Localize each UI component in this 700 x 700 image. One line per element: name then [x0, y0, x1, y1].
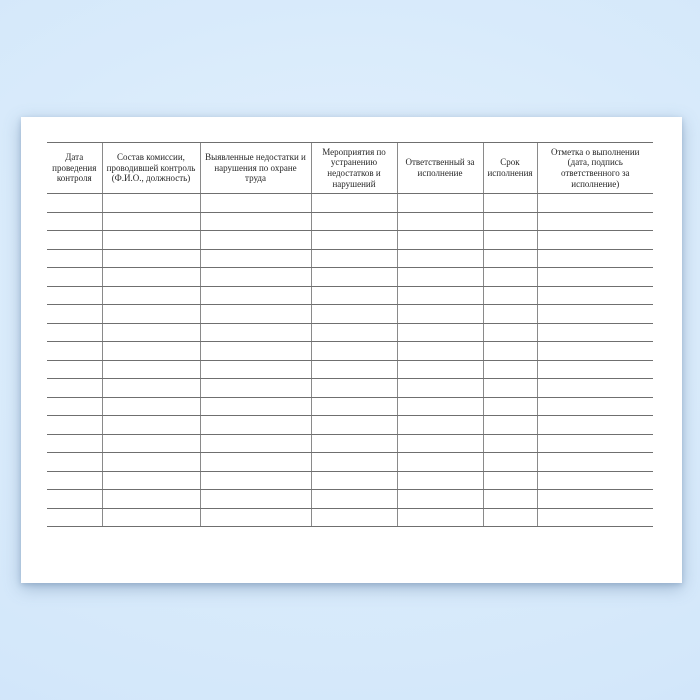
table-cell	[483, 434, 537, 453]
table-cell	[311, 379, 397, 398]
table-cell	[397, 194, 483, 213]
table-cell	[483, 342, 537, 361]
table-cell	[200, 249, 311, 268]
table-cell	[311, 268, 397, 287]
table-cell	[311, 342, 397, 361]
table-cell	[102, 342, 200, 361]
table-cell	[102, 471, 200, 490]
table-cell	[397, 268, 483, 287]
table-cell	[102, 212, 200, 231]
table-cell	[311, 471, 397, 490]
table-row	[47, 490, 653, 509]
table-cell	[200, 268, 311, 287]
table-cell	[102, 194, 200, 213]
table-row	[47, 471, 653, 490]
table-cell	[397, 416, 483, 435]
table-cell	[537, 249, 653, 268]
table-row	[47, 342, 653, 361]
table-cell	[311, 434, 397, 453]
table-cell	[311, 508, 397, 527]
table-row	[47, 379, 653, 398]
table-cell	[47, 434, 102, 453]
table-cell	[311, 453, 397, 472]
table-cell	[537, 360, 653, 379]
table-cell	[397, 434, 483, 453]
column-header: Дата проведения контроля	[47, 143, 102, 194]
table-cell	[397, 249, 483, 268]
table-cell	[200, 379, 311, 398]
table-row	[47, 305, 653, 324]
table-cell	[397, 490, 483, 509]
table-cell	[47, 342, 102, 361]
table-row	[47, 416, 653, 435]
table-row	[47, 453, 653, 472]
table-cell	[537, 453, 653, 472]
table-cell	[200, 397, 311, 416]
table-cell	[483, 249, 537, 268]
table-cell	[200, 471, 311, 490]
column-header: Отметка о выполнении (дата, подпись ответственного за исполнение)	[537, 143, 653, 194]
table-cell	[537, 397, 653, 416]
table-body	[47, 194, 653, 527]
table-cell	[102, 416, 200, 435]
table-cell	[311, 305, 397, 324]
table-cell	[200, 305, 311, 324]
table-cell	[311, 286, 397, 305]
table-cell	[483, 416, 537, 435]
table-cell	[102, 249, 200, 268]
table-cell	[311, 360, 397, 379]
table-cell	[483, 397, 537, 416]
table-cell	[47, 416, 102, 435]
table-cell	[47, 397, 102, 416]
table-cell	[311, 323, 397, 342]
table-row	[47, 397, 653, 416]
table-cell	[537, 434, 653, 453]
control-journal-table	[47, 142, 653, 527]
table-cell	[483, 379, 537, 398]
table-cell	[200, 231, 311, 250]
table-cell	[47, 249, 102, 268]
table-cell	[200, 508, 311, 527]
table-row	[47, 286, 653, 305]
table-row	[47, 231, 653, 250]
column-header: Срок исполнения	[483, 143, 537, 194]
table-cell	[47, 453, 102, 472]
table-row	[47, 360, 653, 379]
table-cell	[537, 323, 653, 342]
table-cell	[102, 231, 200, 250]
table-cell	[102, 305, 200, 324]
table-cell	[397, 397, 483, 416]
table-cell	[200, 434, 311, 453]
table-cell	[483, 360, 537, 379]
table-cell	[311, 397, 397, 416]
table-cell	[200, 342, 311, 361]
table-cell	[200, 453, 311, 472]
table-cell	[47, 268, 102, 287]
table-cell	[397, 286, 483, 305]
table-cell	[537, 379, 653, 398]
table-cell	[311, 231, 397, 250]
table-cell	[102, 286, 200, 305]
table-cell	[311, 212, 397, 231]
table-cell	[47, 379, 102, 398]
table-cell	[102, 397, 200, 416]
table-cell	[537, 508, 653, 527]
table-cell	[102, 490, 200, 509]
table-row	[47, 249, 653, 268]
table-cell	[200, 194, 311, 213]
table-cell	[397, 323, 483, 342]
table-cell	[537, 305, 653, 324]
table-cell	[537, 194, 653, 213]
table-cell	[537, 286, 653, 305]
header-row	[47, 143, 653, 194]
table-cell	[537, 471, 653, 490]
table-cell	[200, 416, 311, 435]
table-cell	[311, 490, 397, 509]
table-cell	[47, 360, 102, 379]
table-cell	[200, 360, 311, 379]
table-cell	[311, 249, 397, 268]
table-cell	[47, 194, 102, 213]
column-header: Мероприятия по устранению недостатков и нарушений	[311, 143, 397, 194]
table-cell	[537, 490, 653, 509]
table-cell	[47, 471, 102, 490]
table-cell	[397, 212, 483, 231]
table-cell	[200, 286, 311, 305]
table-row	[47, 508, 653, 527]
table-cell	[200, 490, 311, 509]
table-row	[47, 323, 653, 342]
table-cell	[47, 231, 102, 250]
table-row	[47, 434, 653, 453]
table-cell	[102, 453, 200, 472]
document-page	[21, 117, 682, 583]
table-cell	[537, 416, 653, 435]
table-cell	[47, 490, 102, 509]
table-cell	[200, 212, 311, 231]
table-cell	[483, 231, 537, 250]
table-cell	[397, 471, 483, 490]
table-cell	[102, 508, 200, 527]
table-cell	[102, 323, 200, 342]
table-cell	[47, 508, 102, 527]
table-cell	[537, 231, 653, 250]
table-cell	[47, 286, 102, 305]
column-header: Состав комиссии, проводившей контроль (Ф.И.О., должность)	[102, 143, 200, 194]
table-cell	[483, 194, 537, 213]
table-cell	[102, 360, 200, 379]
column-header: Выявленные недостатки и нарушения по охране труда	[200, 143, 311, 194]
table-cell	[311, 194, 397, 213]
table-cell	[311, 416, 397, 435]
table-cell	[397, 305, 483, 324]
table-row	[47, 268, 653, 287]
table-cell	[397, 231, 483, 250]
table-cell	[483, 471, 537, 490]
table-row	[47, 194, 653, 213]
table-cell	[397, 453, 483, 472]
table-cell	[200, 323, 311, 342]
table-cell	[397, 360, 483, 379]
table-cell	[397, 508, 483, 527]
table-cell	[397, 379, 483, 398]
table-cell	[483, 490, 537, 509]
table-cell	[47, 212, 102, 231]
table-cell	[483, 323, 537, 342]
table-cell	[102, 379, 200, 398]
table-cell	[47, 323, 102, 342]
table-cell	[537, 212, 653, 231]
column-header: Ответственный за исполнение	[397, 143, 483, 194]
table-cell	[483, 268, 537, 287]
table-cell	[102, 268, 200, 287]
table-cell	[537, 342, 653, 361]
table-cell	[397, 342, 483, 361]
table-cell	[47, 305, 102, 324]
table-cell	[537, 268, 653, 287]
table-cell	[483, 305, 537, 324]
table-cell	[483, 286, 537, 305]
table-cell	[102, 434, 200, 453]
table-cell	[483, 508, 537, 527]
table-cell	[483, 212, 537, 231]
table-cell	[483, 453, 537, 472]
table-row	[47, 212, 653, 231]
